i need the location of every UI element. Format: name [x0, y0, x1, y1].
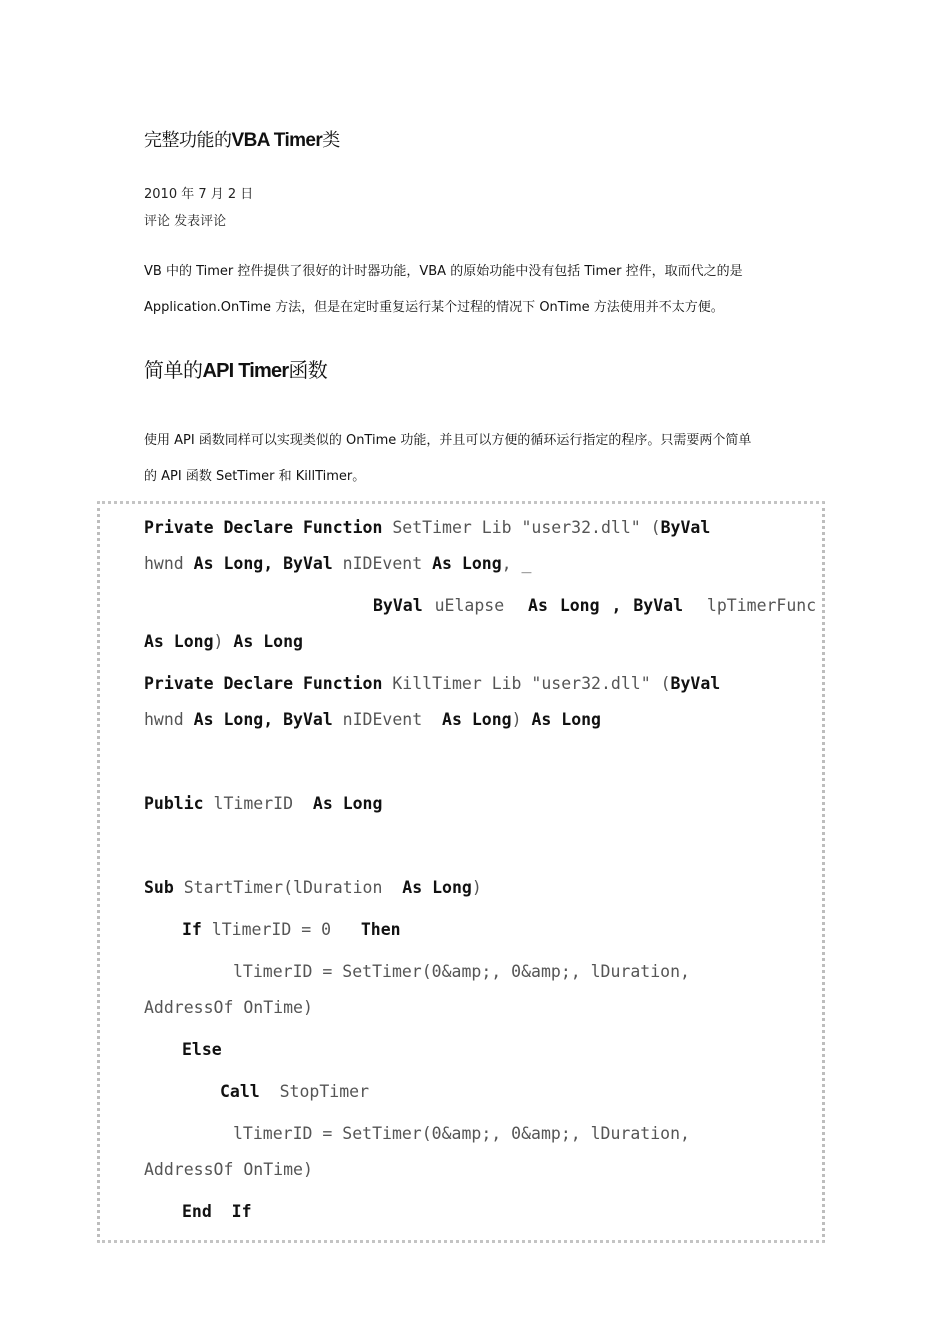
code-keyword: ByVal — [670, 674, 721, 693]
section-para-line-2: 的 API 函数 SetTimer 和 KillTimer。 — [144, 469, 366, 484]
code-keyword: Sub — [144, 878, 174, 897]
code-line — [144, 998, 313, 1017]
code-line — [144, 1160, 313, 1179]
code-text: hwnd — [144, 554, 194, 573]
code-keyword: As Long — [312, 794, 383, 813]
code-text: SetTimer Lib "user32.dll" ( — [382, 518, 661, 537]
section-bold: API Timer — [202, 360, 289, 382]
title-prefix: 完整功能的 — [144, 130, 232, 151]
code-line — [144, 518, 710, 537]
intro-line-2: Application.OnTime 方法，但是在定时重复运行某个过程的情况下 OnTime 方法使用并不太方便。 — [144, 300, 724, 315]
code-keyword: As Long, ByVal — [193, 554, 333, 573]
section-heading — [144, 354, 327, 383]
code-text: StopTimer — [259, 1082, 370, 1101]
code-keyword: As Long — [233, 632, 303, 651]
code-keyword: If — [182, 920, 202, 939]
code-text: StartTimer(lDuration — [173, 878, 403, 897]
code-text: nIDEvent — [332, 554, 433, 573]
code-text: KillTimer Lib "user32.dll" ( — [382, 674, 671, 693]
code-keyword: Public — [144, 794, 204, 813]
title-bold: VBA Timer — [231, 130, 323, 151]
code-keyword: As Long — [144, 632, 214, 651]
section-suffix: 函数 — [288, 358, 328, 382]
code-text: lTimerID = SetTimer(0&amp;, 0&amp;, lDuration, — [233, 1124, 690, 1143]
code-line — [144, 674, 720, 693]
code-line — [144, 554, 531, 573]
intro-line-1: VB 中的 Timer 控件提供了很好的计时器功能，VBA 的原始功能中没有包括 Timer 控件，取而代之的是 — [144, 264, 743, 279]
code-text: , _ — [501, 554, 532, 573]
code-text: hwnd — [144, 710, 194, 729]
code-keyword: As Long — [402, 878, 472, 897]
code-text: lpTimerFunc — [683, 596, 817, 615]
code-keyword: As Long — [432, 554, 502, 573]
code-text: ) — [213, 632, 234, 651]
code-line — [182, 920, 401, 939]
section-para-line-1: 使用 API 函数同样可以实现类似的 OnTime 功能，并且可以方便的循环运行指定的程序。只需要两个简单 — [144, 433, 752, 448]
code-keyword: As Long , ByVal — [528, 596, 684, 615]
code-text: uElapse — [422, 596, 529, 615]
code-text: lTimerID = SetTimer(0&amp;, 0&amp;, lDuration, — [233, 962, 690, 981]
post-date: 2010 年 7 月 2 日 — [144, 187, 254, 202]
code-text: ) — [471, 878, 482, 897]
code-keyword: As Long — [531, 710, 601, 729]
code-keyword: As Long, ByVal — [193, 710, 333, 729]
code-line — [144, 878, 482, 897]
code-keyword: End If — [182, 1202, 252, 1221]
code-line — [144, 794, 382, 813]
code-keyword: Then — [360, 920, 401, 939]
code-keyword: Private Declare Function — [144, 674, 383, 693]
code-text: lTimerID — [203, 794, 313, 813]
code-line — [373, 596, 816, 615]
code-text: ) — [511, 710, 532, 729]
article-title — [144, 126, 340, 152]
code-keyword: As Long — [442, 710, 512, 729]
code-line — [144, 632, 303, 651]
code-keyword: Private Declare Function — [144, 518, 383, 537]
code-keyword: Call — [220, 1082, 260, 1101]
comment-links[interactable]: 评论 发表评论 — [144, 214, 227, 229]
code-text: AddressOf OnTime) — [144, 998, 313, 1017]
code-keyword: ByVal — [373, 596, 423, 615]
code-text: AddressOf OnTime) — [144, 1160, 313, 1179]
code-line — [220, 1082, 369, 1101]
code-text: nIDEvent — [332, 710, 443, 729]
code-keyword: Else — [182, 1040, 222, 1059]
code-line — [182, 1040, 222, 1059]
code-line — [233, 962, 690, 981]
code-text: lTimerID = 0 — [201, 920, 361, 939]
code-line — [144, 710, 601, 729]
code-line — [182, 1202, 252, 1221]
code-keyword: ByVal — [660, 518, 711, 537]
title-suffix: 类 — [322, 130, 340, 151]
code-line — [233, 1124, 690, 1143]
section-prefix: 简单的 — [144, 358, 203, 382]
